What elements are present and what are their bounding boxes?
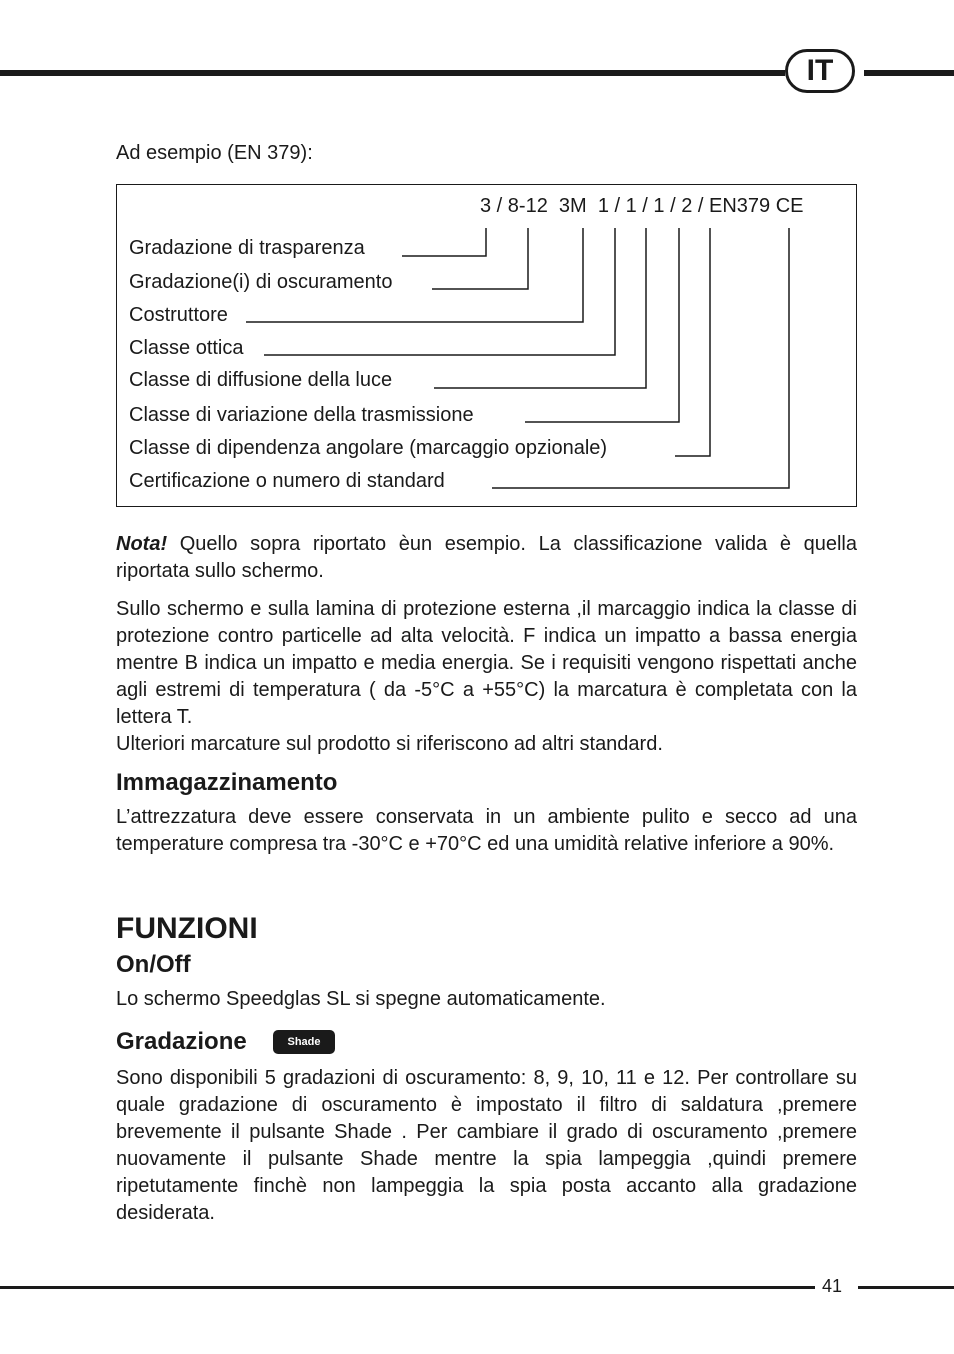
leader-certification (492, 228, 789, 488)
footer-rule-left (0, 1286, 815, 1289)
page-number: 41 (822, 1276, 843, 1296)
label-manufacturer: Costruttore (129, 304, 228, 326)
intro-text: Ad esempio (EN 379): (116, 142, 313, 164)
protection-paragraph: Sullo schermo e sulla lamina di protezione esterna ,il marcaggio indica la classe di protezione contro particelle ad alta velocità. F indica un impatto a bassa energia mentre B indica un impatto e media energia. Se i requisiti vengono rispettati anche agli estremi di temperatura ( da -5°C a +55°C) la marcatura è completata con la lettera T. (116, 598, 857, 728)
label-transmission-variation: Classe di variazione della trasmissione (129, 404, 474, 426)
label-transparency-shade: Gradazione di trasparenza (129, 237, 365, 259)
onoff-text: Lo schermo Speedglas SL si spegne automaticamente. (116, 988, 606, 1010)
onoff-heading: On/Off (116, 951, 191, 978)
footer-rule-right (858, 1286, 954, 1289)
leader-transparency (402, 228, 486, 256)
leader-optical (264, 228, 615, 355)
marking-code: 3 / 8-12 3M 1 / 1 / 1 / 2 / EN379 CE (480, 195, 804, 217)
leader-angular (675, 228, 710, 456)
storage-text: L’attrezzatura deve essere conservata in un ambiente pulito e secco ad una temperature compresa tra -30°C e +70°C ed una umidità relative inferiore a 90%. (116, 806, 857, 855)
note-paragraph (116, 531, 857, 585)
note-label: Nota! (116, 533, 168, 555)
shade-text: Sono disponibili 5 gradazioni di oscuramento: 8, 9, 10, 11 e 12. Per controllare su quale gradazione di oscuramento è impostato il filtro di saldatura ,premere brevemente il pulsante Shade . Per cambiare il grado di oscuramento ,premere nuovamente il pulsante Shade mentre la spia lampeggia ,quindi premere ripetutamente finchè non lampeggia la spia posta accanto alla gradazione desiderata. (116, 1067, 857, 1224)
shade-button-icon: Shade (273, 1030, 335, 1054)
leader-manufacturer (246, 228, 583, 322)
language-badge: IT (785, 49, 855, 93)
label-dark-shades: Gradazione(i) di oscuramento (129, 271, 393, 293)
label-certification: Certificazione o numero di standard (129, 470, 445, 492)
other-markings-paragraph: Ulteriori marcature sul prodotto si riferiscono ad altri standard. (116, 733, 663, 755)
leader-transmission (525, 228, 679, 422)
shade-heading: Gradazione (116, 1028, 247, 1055)
functions-heading: FUNZIONI (116, 912, 258, 945)
label-angular-dependence: Classe di dipendenza angolare (marcaggio opzionale) (129, 437, 608, 459)
leader-diffusion (434, 228, 646, 388)
label-optical-class: Classe ottica (129, 337, 244, 359)
storage-heading: Immagazzinamento (116, 769, 338, 796)
label-diffusion-class: Classe di diffusione della luce (129, 369, 393, 391)
leader-dark-shades (432, 228, 528, 289)
note-text: Quello sopra riportato èun esempio. La classificazione valida è quella riportata sullo schermo. (116, 533, 857, 582)
